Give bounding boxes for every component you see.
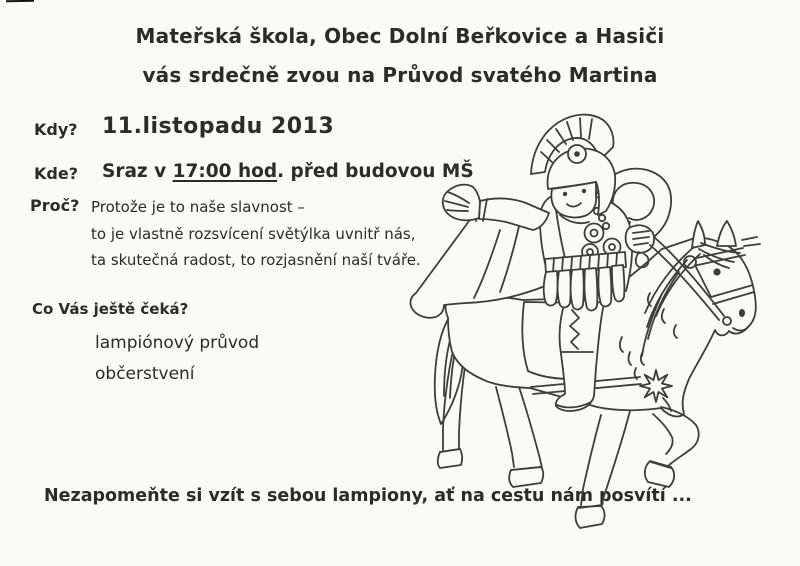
- star-ornament: [640, 370, 672, 402]
- why-line-1: Protože je to naše slavnost –: [91, 198, 305, 216]
- where-time-underlined: 17:00 hod: [172, 161, 278, 182]
- why-line-3: ta skutečná radost, to rozjasnění naší tváře.: [91, 251, 421, 269]
- extras-item-refreshments: občerstvení: [95, 364, 195, 384]
- extras-heading: Co Vás ještě čeká?: [32, 300, 189, 318]
- why-line-2: to je vlastně rozsvícení světýlka uvnitř nás,: [91, 225, 416, 243]
- where-value-suffix: . před budovou MŠ: [277, 161, 474, 182]
- where-value-prefix: Sraz v: [102, 161, 173, 182]
- extras-item-lampion-parade: lampiónový průvod: [95, 333, 260, 353]
- when-value: 11.listopadu 2013: [102, 114, 335, 139]
- title-line-2: vás srdečně zvou na Průvod svatého Martina: [142, 63, 658, 87]
- rider-face: [551, 182, 596, 217]
- scan-artifact: [6, 0, 34, 2]
- horse-eye: [713, 268, 720, 275]
- horse-nostril: [739, 309, 745, 317]
- footer-text: Nezapomeňte si vzít s sebou lampiony, ať na cestu nám posvítí ...: [44, 486, 692, 506]
- where-label: Kde?: [34, 164, 78, 183]
- why-label: Proč?: [30, 196, 80, 215]
- when-label: Kdy?: [34, 120, 78, 139]
- saint-martin-illustration: [380, 95, 800, 540]
- title-line-1: Mateřská škola, Obec Dolní Beřkovice a Hasiči: [135, 24, 665, 48]
